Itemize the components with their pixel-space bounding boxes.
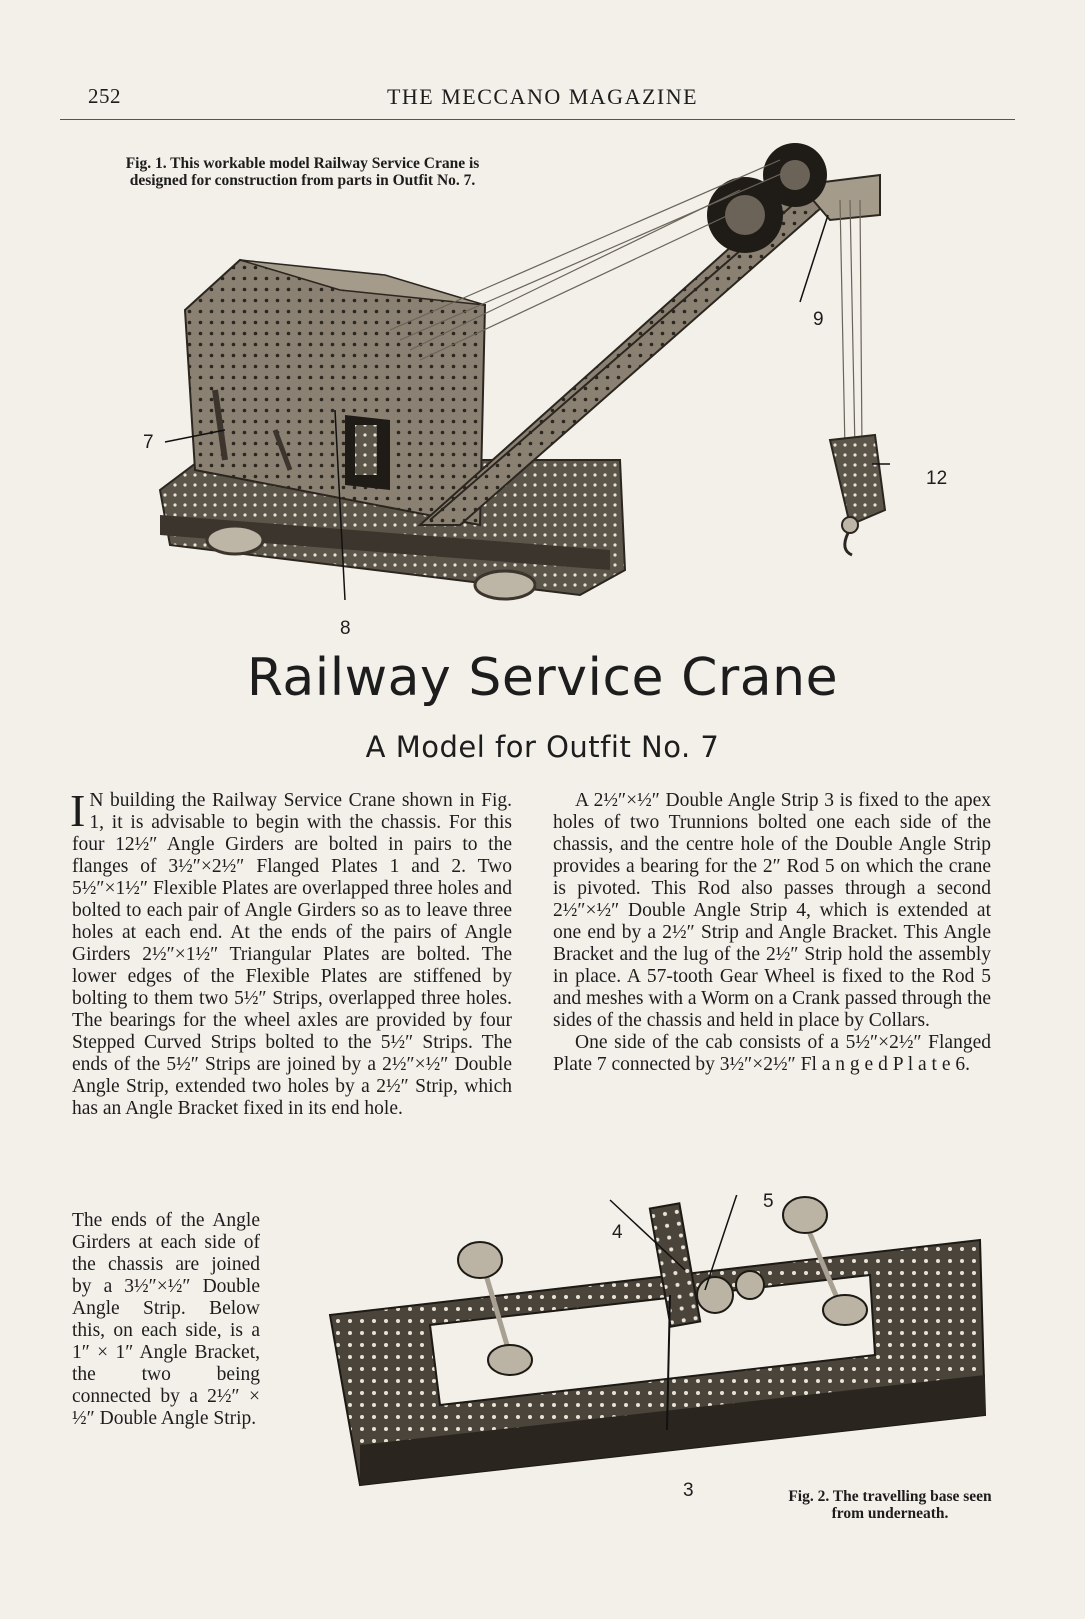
- callout-7: 7: [143, 432, 154, 453]
- callout-3: 3: [683, 1480, 694, 1501]
- right-column: [553, 790, 991, 1076]
- callout-12: 12: [926, 468, 948, 489]
- drop-cap: I: [70, 785, 86, 836]
- left-column-paragraph: N building the Railway Service Crane shown in Fig. 1, it is advisable to begin with the chassis. For this four 12½″ Angle Girders are bolted in pairs to the flanges of 3½″×2½″ Flanged Plates 1 and 2. Two 5½″×1½″ Flexible Plates are overlapped three holes and bolted to each pair of Angle Girders so as to leave three holes at each end. At the ends of the pairs of Angle Girders 2½″×1½″ Triangular Plates are bolted. The lower edges of the Flexible Plates are stiffened by bolting to them two 5½″ Strips, overlapped three holes. The bearings for the wheel axles are provided by four Stepped Curved Strips bolted to the 5½″ Strips. The ends of the 5½″ Strips are joined by a 2½″×½″ Double Angle Strip, extended two holes by a 2½″ Strip, which has an Angle Bracket fixed in its end hole.: [72, 790, 512, 1119]
- header-rule: [60, 119, 1015, 120]
- callout-9: 9: [813, 309, 824, 330]
- figure-1-caption: Fig. 1. This workable model Railway Service Crane is designed for construction from parts in Outfit No. 7.: [125, 155, 480, 189]
- running-head: THE MECCANO MAGAZINE: [386, 84, 699, 109]
- right-column-paragraph-2: One side of the cab consists of a 5½″×2½″ Flanged Plate 7 connected by 3½″×2½″ Fl a n g e d P l a t e 6.: [553, 1032, 991, 1075]
- travelling-base-illustration: [320, 1195, 1010, 1510]
- callout-5: 5: [763, 1191, 774, 1212]
- page-number: 252: [88, 84, 121, 108]
- left-column: [70, 785, 512, 1120]
- article-subtitle: A Model for Outfit No. 7: [365, 730, 720, 764]
- right-column-paragraph-1: A 2½″×½″ Double Angle Strip 3 is fixed to the apex holes of two Trunnions bolted one each side of the chassis, and the centre hole of the Double Angle Strip provides a bearing for the 2″ Rod 5 on which the crane is pivoted. This Rod also passes through a second 2½″×½″ Double Angle Strip 4, which is extended at one end by a 2½″ Strip and Angle Bracket. This Angle Bracket and the lug of the 2½″ Strip hold the assembly in place. A 57-tooth Gear Wheel is fixed to the Rod 5 and meshes with a Worm on a Crank passed through the sides of the chassis and held in place by Collars.: [553, 790, 991, 1031]
- figure-2-caption: Fig. 2. The travelling base seen from underneath.: [788, 1488, 992, 1522]
- left-column-narrow-paragraph: The ends of the Angle Girders at each side of the chassis are joined by a 3½″×½″ Double Angle Strip. Below this, on each side, is a 1″ × 1″ Angle Bracket, the two being connected by a 2½″ × ½″ Double Angle Strip.: [72, 1210, 260, 1429]
- figure-1-crane-photo: [140, 130, 940, 610]
- article-title: Railway Service Crane: [246, 648, 839, 708]
- crane-illustration: [140, 130, 940, 610]
- figure-2-base-photo: [320, 1195, 1010, 1510]
- callout-4: 4: [612, 1222, 623, 1243]
- callout-8: 8: [340, 618, 351, 639]
